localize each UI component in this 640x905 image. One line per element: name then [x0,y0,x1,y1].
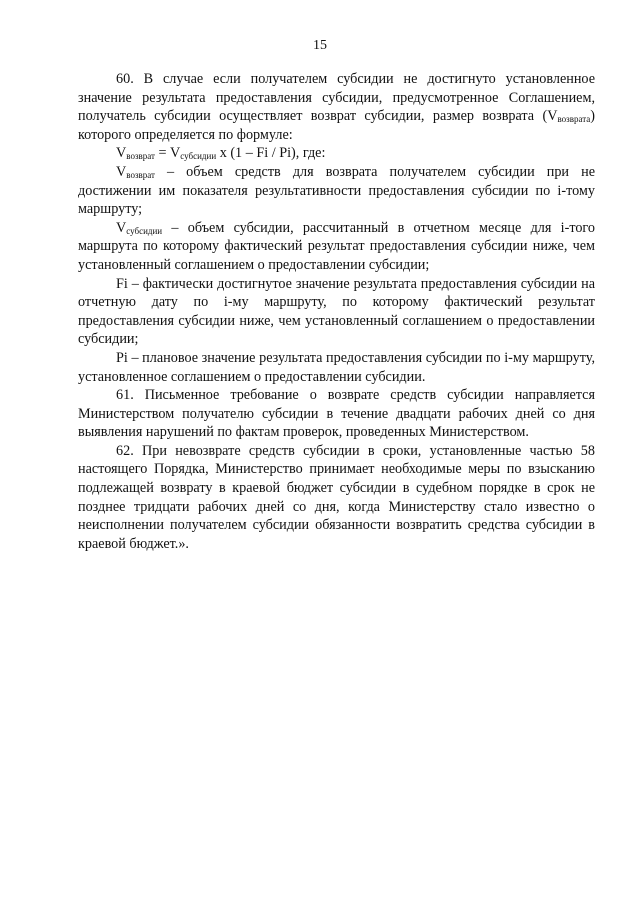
paragraph-60-text: 60. В случае если получателем субсидии не достигнуто установленное значение результата предоставления субсидии, предусмотренное Соглашением, получатель субсидии осуществляет возврат субсидии, размер возврата (V [78,71,595,125]
definition-v-subsidy [78,219,595,275]
formula-eq: = V [154,145,181,162]
definition-v-return-subscript: возврат [126,169,155,180]
document-body [78,70,595,553]
definition-v-subsidy-subscript: субсидии [126,225,163,236]
formula-sub-return: возврат [126,151,155,162]
definition-v-return-symbol: V [116,163,127,180]
paragraph-62: 62. При невозврате средств субсидии в сроки, установленные частью 58 настоящего Порядка, Министерство принимает необходимые меры по взысканию подлежащей возврату в краевой бюджет субсидии в судебном порядке в срок не позднее тридцати рабочих дней со дня, когда Министерству стало известно о неисполнении получателем субсидии обязанности возвратить средства субсидии в краевой бюджет.». [78,442,595,552]
definition-fi: Fi – фактически достигнутое значение результата предоставления субсидии на отчетную дату по i-му маршруту, по которому фактический результат предоставления субсидии ниже, чем установленный соглашением о предоставлении субсидии; [78,275,595,348]
paragraph-61: 61. Письменное требование о возврате средств субсидии направляется Министерством получателю субсидии в течение двадцати рабочих дней со дня выявления нарушений по фактам проверок, проведенных Министерством. [78,387,595,441]
definition-v-return-text: – объем средств для возврата получателем субсидии при не достижении им показателя результативности предоставления субсидии по i-тому маршруту; [78,163,595,218]
formula [78,144,595,163]
formula-v: V [116,145,127,162]
page-number: 15 [313,38,327,53]
definition-v-subsidy-text: – объем субсидии, рассчитанный в отчетном месяце для i-того маршрута по которому фактический результат предоставления субсидии ниже, чем установленный соглашением о предоставлении субсидии; [78,219,595,273]
definition-pi: Pi – плановое значение результата предоставления субсидии по i-му маршруту, установленное соглашением о предоставлении субсидии. [78,349,595,385]
definition-v-subsidy-symbol: V [116,219,127,236]
paragraph-60 [78,70,595,144]
paragraph-60-subscript: возврата [557,114,591,125]
paragraph-60-end: ) которого определяется по формуле: [78,108,595,143]
formula-rest: x (1 – Fi / Pi), где: [216,145,326,162]
formula-sub-subsidy: субсидии [180,151,217,162]
definition-v-return [78,163,595,219]
